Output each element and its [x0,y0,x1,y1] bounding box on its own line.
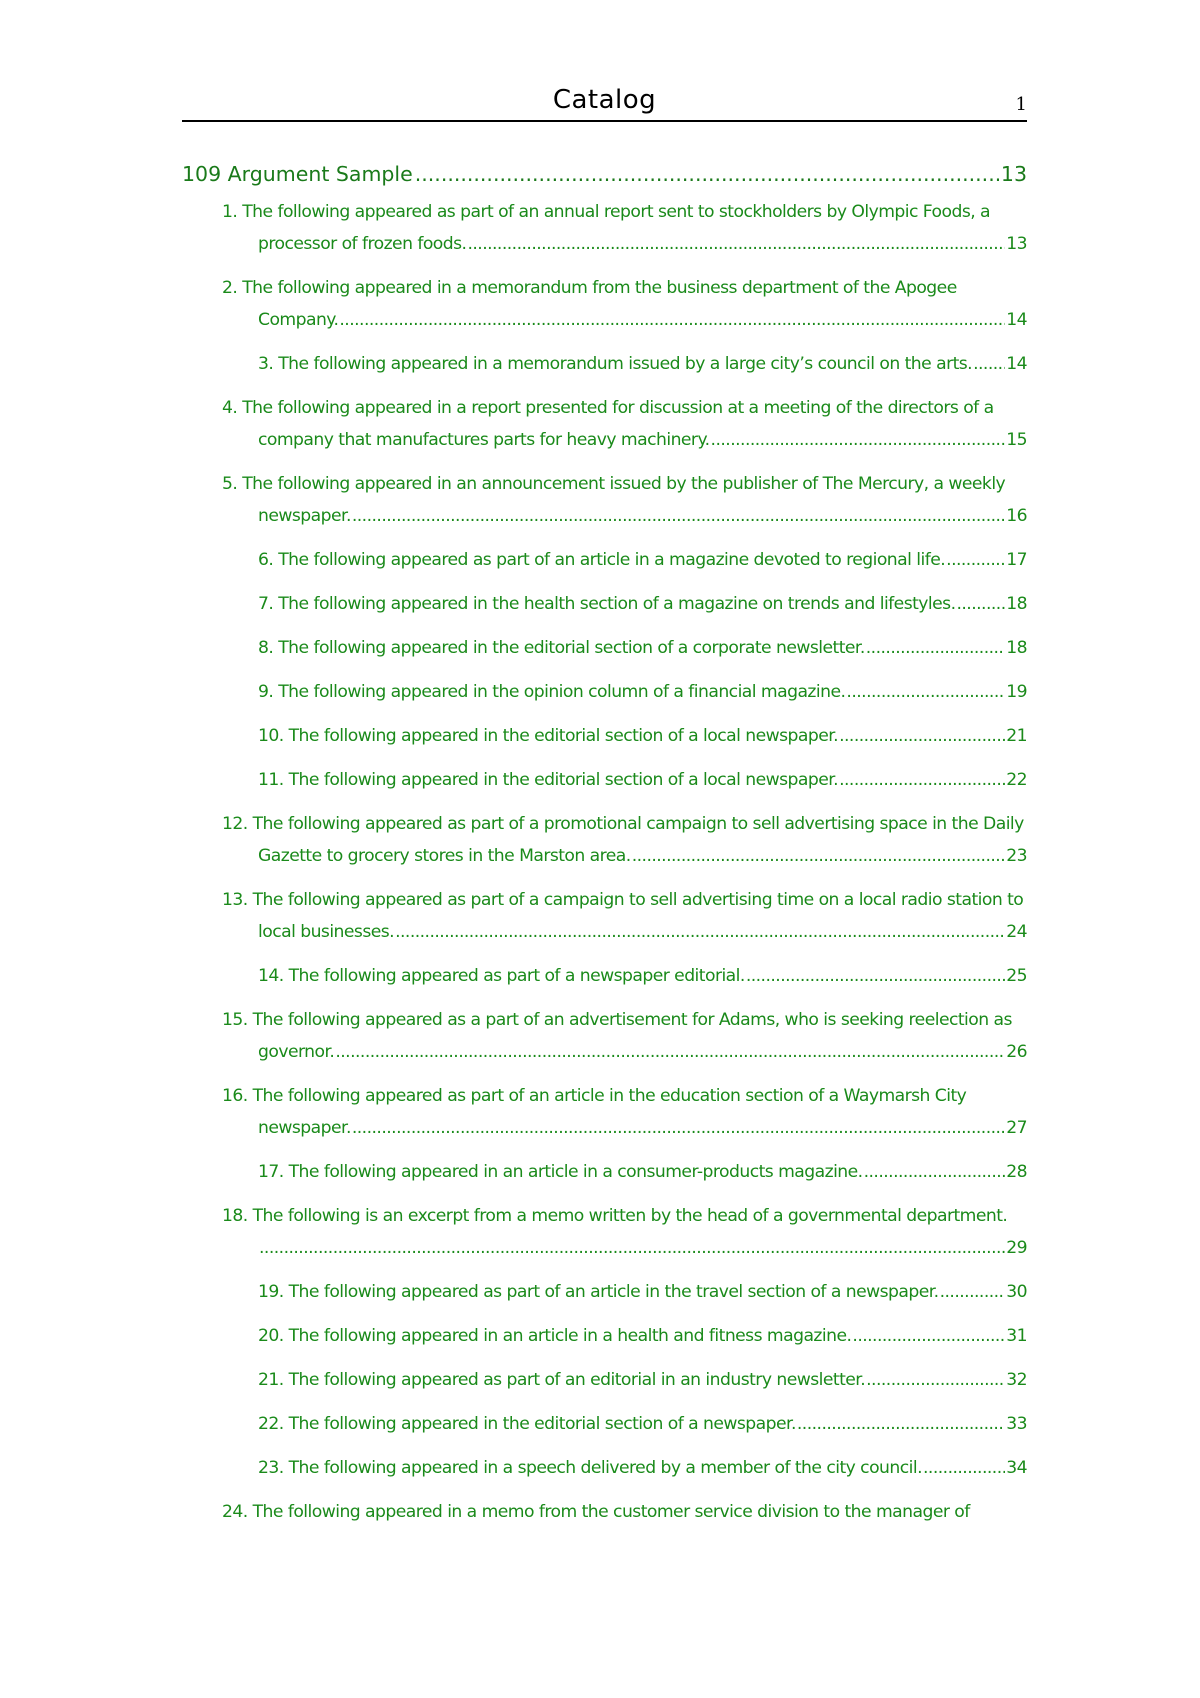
toc-entry-title-line: 16. The following appeared as part of an article in the education section of a Waymarsh City [222,1086,967,1106]
toc-entry-page: 23 [1006,846,1027,866]
toc-leader-dots [467,228,1005,260]
toc-leader-dots [839,764,1005,796]
toc-entry-text: 11. The following appeared in the editorial section of a local newspaper. [258,770,839,790]
toc-entry[interactable] [222,1200,1027,1264]
toc-entry-text: 21. The following appeared as part of an editorial in an industry newsletter. [258,1370,866,1390]
toc-entry-text: 6. The following appeared as part of an article in a magazine devoted to regional life. [258,550,946,570]
toc-entry-title-line: 5. The following appeared in an announcement issued by the publisher of The Mercury, a weekly [222,474,1006,494]
toc-entry-final-line [258,304,1027,336]
toc-entry-text: newspaper. [258,506,351,526]
toc-entry[interactable] [222,1364,1027,1396]
toc-entry-final-line [258,1408,1027,1440]
toc-leader-dots [956,588,1005,620]
toc-entry[interactable] [222,544,1027,576]
toc-leader-dots [940,1276,1006,1308]
toc-entry-text: governor. [258,1042,335,1062]
toc-entry-text: 14. The following appeared as part of a newspaper editorial. [258,966,745,986]
toc-leader-dots [339,304,1005,336]
toc-entry-text: 20. The following appeared in an article in a health and fitness magazine. [258,1326,852,1346]
toc-entry-page: 21 [1006,726,1027,746]
toc-entry[interactable] [222,884,1027,948]
toc-section-page: 13 [1000,162,1027,186]
toc-entry[interactable] [222,1496,1027,1528]
toc-entry-page: 34 [1006,1458,1027,1478]
toc-entry-final-line [258,676,1027,708]
toc-leader-dots [923,1452,1005,1484]
toc-leader-dots [746,960,1005,992]
toc-entry[interactable] [222,632,1027,664]
toc-entry[interactable] [222,1156,1027,1188]
toc-leader-dots [415,160,999,188]
toc-section-link[interactable] [182,160,1027,188]
toc-entry[interactable] [222,1080,1027,1144]
toc-entry[interactable] [222,1408,1027,1440]
toc-entry-page: 26 [1006,1042,1027,1062]
toc-entry-title-line: 13. The following appeared as part of a campaign to sell advertising time on a local radio station to [222,890,1024,910]
toc-entry-title-line: 2. The following appeared in a memorandum from the business department of the Apogee [222,278,957,298]
toc-entry-text: 19. The following appeared as part of an article in the travel section of a newspaper. [258,1282,939,1302]
toc-entry-title-line: 1. The following appeared as part of an annual report sent to stockholders by Olympic Foods, a [222,202,991,222]
toc-entry-final-line [258,588,1027,620]
toc-entry[interactable] [222,960,1027,992]
toc-entry-text: 8. The following appeared in the editorial section of a corporate newsletter. [258,638,865,658]
toc-entry-page: 27 [1006,1118,1027,1138]
toc-entry[interactable] [222,720,1027,752]
toc-entry-page: 15 [1006,430,1027,450]
toc-entry[interactable] [222,272,1027,336]
toc-leader-dots [864,1156,1006,1188]
toc-entry-page: 31 [1006,1326,1027,1346]
toc-entry[interactable] [222,676,1027,708]
toc-entry-final-line [258,1320,1027,1352]
toc-entry-final-line [258,544,1027,576]
toc-entry-page: 14 [1006,310,1027,330]
toc-entry-title-line: 12. The following appeared as part of a promotional campaign to sell advertising space in the Daily [222,814,1024,834]
toc-leader-dots [946,544,1005,576]
toc-entry-final-line [258,632,1027,664]
toc-entry[interactable] [222,1276,1027,1308]
toc-entry[interactable] [222,764,1027,796]
page-number: 1 [1015,94,1027,115]
toc-entry-text: 22. The following appeared in the editorial section of a newspaper. [258,1414,796,1434]
toc-entry-text: 23. The following appeared in a speech delivered by a member of the city council. [258,1458,922,1478]
toc-leader-dots [259,1232,1005,1264]
toc-entry[interactable] [222,808,1027,872]
page-header [182,80,1027,122]
toc-entry-title-line: 15. The following appeared as a part of an advertisement for Adams, who is seeking reelection as [222,1010,1012,1030]
toc-entry-text: local businesses. [258,922,395,942]
toc-leader-dots [352,1112,1005,1144]
toc-entry-title-line: 4. The following appeared in a report presented for discussion at a meeting of the directors of a [222,398,994,418]
toc-entry-final-line [258,1156,1027,1188]
toc-entry-title-line: 24. The following appeared in a memo from the customer service division to the manager of [222,1502,970,1522]
toc-entry-page: 16 [1006,506,1027,526]
toc-entry-page: 14 [1006,354,1027,374]
toc-leader-dots [846,676,1005,708]
toc-entry-text: company that manufactures parts for heavy machinery. [258,430,710,450]
toc-section-label: 109 Argument Sample [182,162,413,186]
toc-entry-final-line [258,764,1027,796]
toc-entry-final-line [258,1036,1027,1068]
toc-entry-final-line [258,1364,1027,1396]
toc-entry-text: newspaper. [258,1118,351,1138]
toc-entry-page: 13 [1006,234,1027,254]
toc-entry-final-line [258,960,1027,992]
toc-entry-text: processor of frozen foods. [258,234,467,254]
toc-entry[interactable] [222,1004,1027,1068]
toc-leader-dots [711,424,1006,456]
page-title: Catalog [552,85,657,115]
toc-leader-dots [395,916,1005,948]
toc-entry-page: 19 [1006,682,1027,702]
toc-leader-dots [632,840,1006,872]
toc-entry[interactable] [222,348,1027,380]
toc-entry-final-line [258,720,1027,752]
toc-entry-final-line [258,1112,1027,1144]
toc-entry-page: 24 [1006,922,1027,942]
toc-entry-final-line [258,1276,1027,1308]
toc-entry-text: 3. The following appeared in a memorandum issued by a large city’s council on the arts. [258,354,973,374]
toc-entry-text: Company. [258,310,339,330]
toc-leader-dots [335,1036,1005,1068]
toc-leader-dots [797,1408,1005,1440]
toc-leader-dots [866,1364,1005,1396]
toc-entry-page: 32 [1006,1370,1027,1390]
toc-entry-final-line [258,228,1027,260]
toc-entry-final-line [258,348,1027,380]
toc-entry-page: 17 [1006,550,1027,570]
toc-entry[interactable] [222,1452,1027,1484]
table-of-contents [182,160,1027,1528]
toc-entry[interactable] [222,196,1027,260]
toc-entry-page: 33 [1006,1414,1027,1434]
toc-entry[interactable] [222,392,1027,456]
toc-entry-final-line [258,840,1027,872]
toc-leader-dots [973,348,1005,380]
toc-entry[interactable] [222,1320,1027,1352]
toc-entry-page: 29 [1006,1238,1027,1258]
toc-entry-text: 9. The following appeared in the opinion column of a financial magazine. [258,682,846,702]
toc-entry-final-line [258,500,1027,532]
toc-entry-text: 7. The following appeared in the health section of a magazine on trends and lifestyles. [258,594,956,614]
toc-entry-page: 28 [1006,1162,1027,1182]
document-page [182,80,1027,1540]
toc-entry[interactable] [222,588,1027,620]
toc-entry-text: 10. The following appeared in the editorial section of a local newspaper. [258,726,839,746]
toc-entry-final-line [258,1452,1027,1484]
toc-entry-final-line [258,1232,1027,1264]
toc-entry-final-line [258,916,1027,948]
toc-entry[interactable] [222,468,1027,532]
toc-entry-text: 17. The following appeared in an article in a consumer-products magazine. [258,1162,863,1182]
toc-entry-list [182,196,1027,1528]
toc-entry-page: 30 [1006,1282,1027,1302]
toc-entry-final-line [258,424,1027,456]
toc-leader-dots [866,632,1005,664]
toc-entry-page: 25 [1006,966,1027,986]
toc-leader-dots [852,1320,1005,1352]
toc-entry-title-line: 18. The following is an excerpt from a memo written by the head of a governmental department. [222,1206,1008,1226]
toc-entry-page: 18 [1006,638,1027,658]
toc-entry-page: 22 [1006,770,1027,790]
toc-leader-dots [352,500,1005,532]
toc-entry-text: Gazette to grocery stores in the Marston area. [258,846,631,866]
toc-leader-dots [839,720,1005,752]
toc-entry-page: 18 [1006,594,1027,614]
